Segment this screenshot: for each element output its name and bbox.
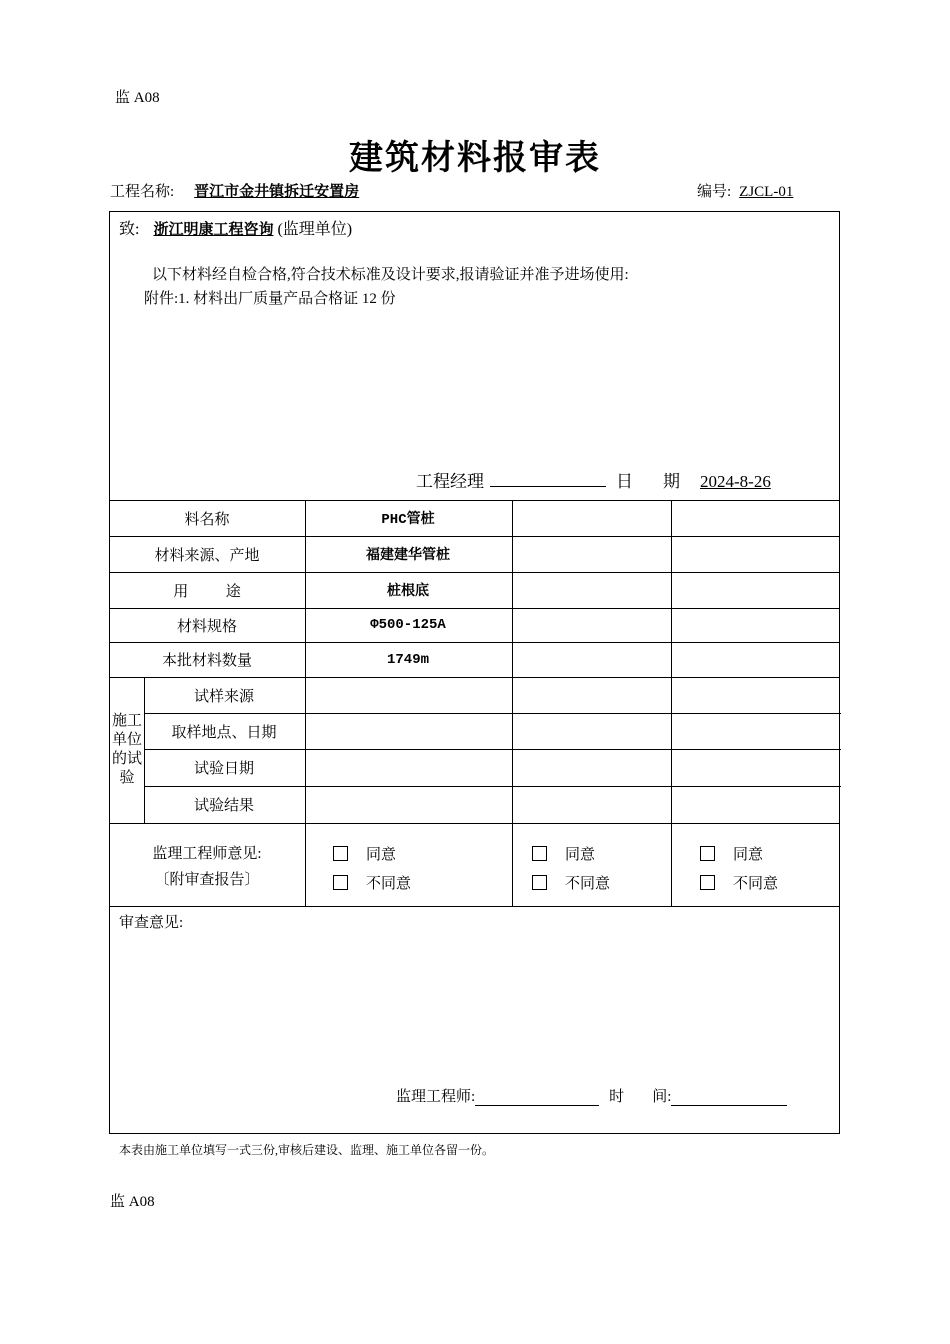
date-label-1: 日 xyxy=(616,472,633,491)
project-name-label: 工程名称: xyxy=(110,184,175,200)
supervisor-signature-blank[interactable] xyxy=(475,1089,599,1106)
agree-checkbox-col3[interactable]: 同意 xyxy=(700,843,763,864)
disagree-checkbox-col2[interactable]: 不同意 xyxy=(532,872,610,893)
review-time-blank[interactable] xyxy=(671,1089,787,1106)
row-label-spec: 材料规格 xyxy=(176,618,237,635)
form-code-bottom: 监 A08 xyxy=(110,1194,155,1210)
attachment-text: 附件:1. 材料出厂质量产品合格证 12 份 xyxy=(144,291,396,307)
row-label-usage: 用 途 xyxy=(173,583,241,600)
disagree-checkbox-col3[interactable]: 不同意 xyxy=(700,872,778,893)
row-value-quantity: 1749m xyxy=(386,651,429,668)
time-label-2: 间: xyxy=(652,1089,672,1105)
opinion-attach-label: 〔附审查报告〕 xyxy=(154,872,260,888)
divider xyxy=(110,823,839,824)
test-row-test-result: 试验结果 xyxy=(193,798,254,814)
date-label-2: 期 xyxy=(663,472,680,491)
divider xyxy=(512,500,513,906)
row-label-material-name: 料名称 xyxy=(184,511,230,528)
row-label-quantity: 本批材料数量 xyxy=(161,653,252,669)
manager-label: 工程经理 xyxy=(416,472,484,491)
row-value-spec: Φ500-125A xyxy=(370,617,446,633)
opinion-label: 监理工程师意见: xyxy=(152,846,262,862)
form-number-value: ZJCL-01 xyxy=(739,184,794,200)
review-opinion-label: 审查意见: xyxy=(119,915,184,931)
checkbox-icon[interactable] xyxy=(333,846,348,861)
checkbox-icon[interactable] xyxy=(700,875,715,890)
agree-checkbox-col1[interactable]: 同意 xyxy=(333,843,396,864)
form-code-top: 监 A08 xyxy=(115,90,160,106)
manager-sign-line xyxy=(416,467,779,492)
addressee-label: 致: xyxy=(119,221,140,238)
opinion-label-cell xyxy=(110,838,304,896)
test-row-sampling-place-date: 取样地点、日期 xyxy=(171,724,277,741)
checkbox-icon[interactable] xyxy=(532,875,547,890)
disagree-checkbox-col1[interactable]: 不同意 xyxy=(333,872,411,893)
intro-text: 以下材料经自检合格,符合技术标准及设计要求,报请验证并准予进场使用: xyxy=(152,267,629,283)
row-label-material-source: 材料来源、产地 xyxy=(154,547,260,564)
test-row-sample-source: 试样来源 xyxy=(193,688,254,705)
manager-signature-blank[interactable] xyxy=(490,472,606,487)
addressee-line xyxy=(119,216,352,239)
divider xyxy=(671,500,672,906)
time-label-1: 时 xyxy=(609,1089,625,1105)
checkbox-icon[interactable] xyxy=(700,846,715,861)
project-name-line xyxy=(110,180,379,201)
form-number-line xyxy=(697,180,797,201)
agree-checkbox-col2[interactable]: 同意 xyxy=(532,843,595,864)
form-number-label: 编号: xyxy=(697,184,732,200)
row-value-material-name: PHC管桩 xyxy=(381,512,435,528)
checkbox-icon[interactable] xyxy=(532,846,547,861)
footnote: 本表由施工单位填写一式三份,审核后建设、监理、施工单位各留一份。 xyxy=(119,1143,495,1157)
manager-date: 2024-8-26 xyxy=(700,472,771,491)
addressee-value: 浙江明康工程咨询 xyxy=(153,222,274,238)
page-title: 建筑材料报审表 xyxy=(349,140,601,177)
addressee-suffix: (监理单位) xyxy=(277,221,353,238)
test-group-label: 施工单位的试验 xyxy=(111,713,142,786)
test-group-label-cell xyxy=(110,677,144,823)
divider xyxy=(110,906,839,907)
project-name-value: 晋江市金井镇拆迁安置房 xyxy=(194,184,360,200)
supervisor-engineer-label: 监理工程师: xyxy=(396,1089,476,1105)
row-value-material-source: 福建建华管桩 xyxy=(366,548,450,564)
supervisor-sign-line xyxy=(396,1085,787,1106)
checkbox-icon[interactable] xyxy=(333,875,348,890)
test-row-test-date: 试验日期 xyxy=(193,761,254,777)
row-value-usage: 桩根底 xyxy=(387,584,429,600)
